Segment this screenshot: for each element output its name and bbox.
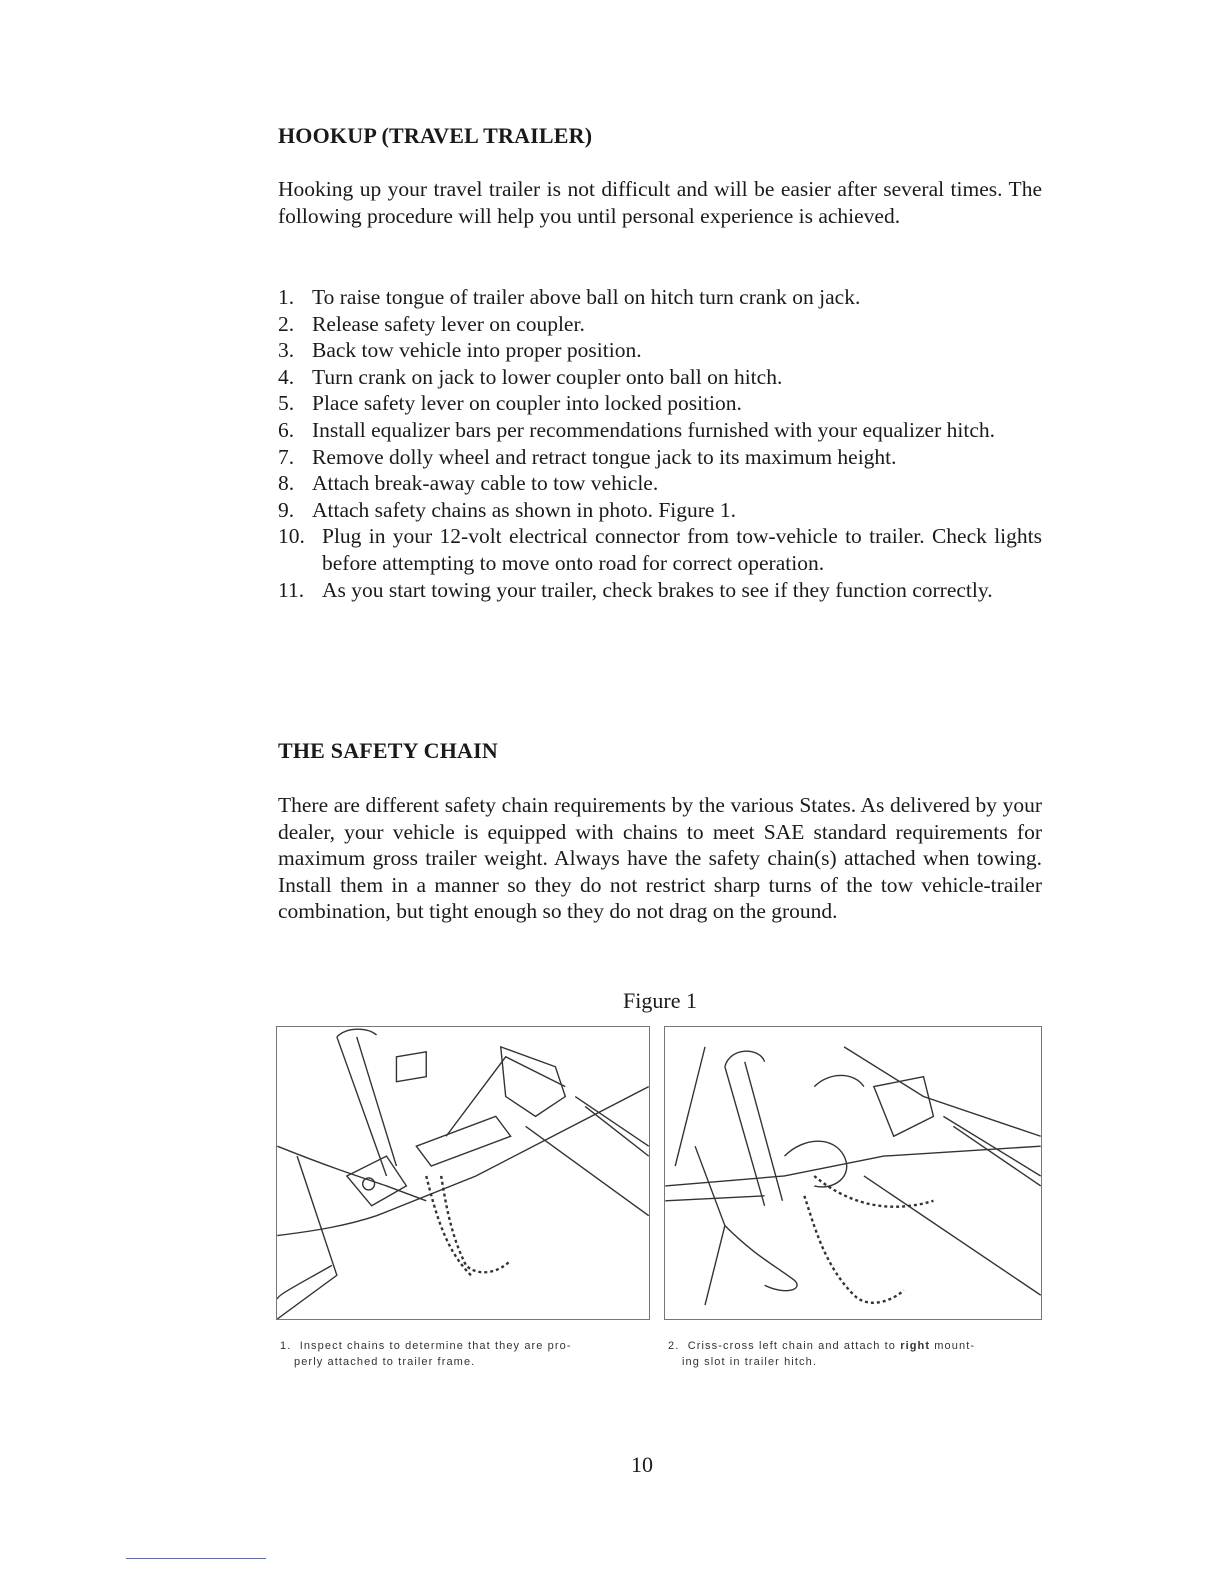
section-title-hookup: HOOKUP (TRAVEL TRAILER) [278,123,593,148]
hookup-intro: Hooking up your travel trailer is not difficult and will be easier after several times. The following procedure will help you until personal experience is achieved. [278,177,1042,228]
list-item: 11. As you start towing your trailer, check brakes to see if they function correctly. [278,577,993,602]
list-item: 2. Release safety lever on coupler. [278,311,585,336]
list-item: 8. Attach break-away cable to tow vehicle. [278,471,659,496]
figure-photo-2 [664,1026,1042,1320]
list-item: 7. Remove dolly wheel and retract tongue jack to its maximum height. [278,444,897,469]
section-title-safety-chain: THE SAFETY CHAIN [278,738,498,763]
footer-divider [126,1558,266,1559]
list-item: 10. Plug in your 12-volt electrical connector from tow-vehicle to trailer. Check lights before attempting to move onto road for correct operation. [278,524,1042,575]
figure-photo-1 [276,1026,650,1320]
figure-label: Figure 1 [623,988,697,1013]
page-number: 10 [631,1452,653,1477]
hitch-chain-illustration-2 [665,1027,1041,1319]
safety-chain-body: There are different safety chain requirements by the various States. As delivered by your dealer, your vehicle is equipped with chains to meet SAE standard requirements for maximum gross trailer weight. Always have the safety chain(s) attached when towing. Install them in a manner so they do not restrict sharp turns of the tow vehicle-trailer combination, but tight enough so they do not drag on the ground. [278,793,1042,924]
list-item: 4. Turn crank on jack to lower coupler onto ball on hitch. [278,364,783,389]
hitch-chain-illustration-1 [277,1027,649,1319]
list-item: 6. Install equalizer bars per recommendations furnished with your equalizer hitch. [278,417,995,442]
list-item: 1. To raise tongue of trailer above ball on hitch turn crank on jack. [278,285,861,309]
list-item: 5. Place safety lever on coupler into locked position. [278,391,742,416]
list-item: 9. Attach safety chains as shown in photo. Figure 1. [278,497,736,522]
list-item: 3. Back tow vehicle into proper position. [278,338,642,363]
figure-caption-1: 1. Inspect chains to determine that they are pro- perly attached to trailer frame. [280,1340,572,1368]
figure-caption-2: 2. Criss-cross left chain and attach to right mount- ing slot in trailer hitch. [668,1340,976,1368]
hookup-steps-list [278,284,1042,603]
